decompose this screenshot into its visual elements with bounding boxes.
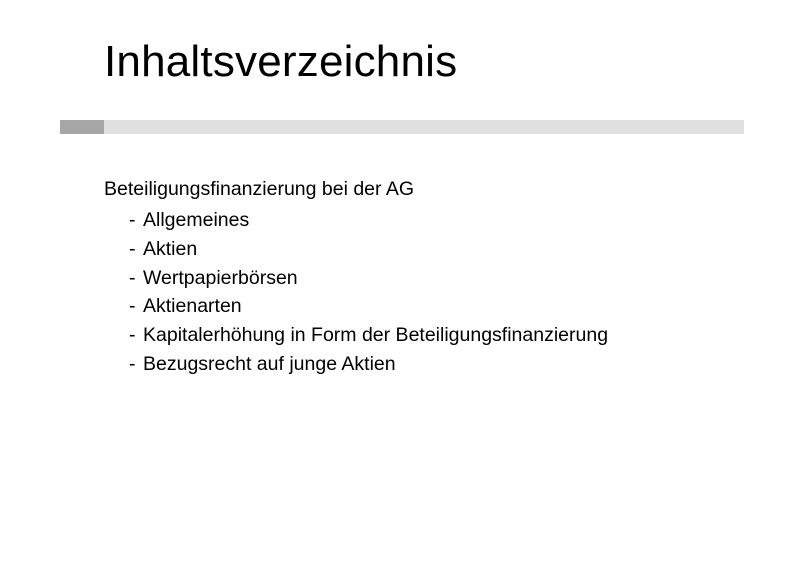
list-item <box>104 321 764 350</box>
bullet-text: Aktien <box>143 237 198 260</box>
bullet-list <box>104 206 764 378</box>
content-body <box>104 175 764 378</box>
title-divider-bar <box>104 120 744 134</box>
bullet-marker: - <box>129 237 136 260</box>
bullet-marker: - <box>129 266 136 289</box>
list-item <box>104 264 764 293</box>
content-lead-text: Beteiligungsfinanzierung bei der AG <box>104 178 415 200</box>
list-item <box>104 235 764 264</box>
list-item <box>104 350 764 379</box>
bullet-marker: - <box>129 295 136 318</box>
bullet-text: Aktienarten <box>143 295 242 318</box>
bullet-text: Kapitalerhöhung in Form der Beteiligungsfinanzierung <box>143 323 609 346</box>
page-title: Inhaltsverzeichnis <box>104 37 458 86</box>
bullet-marker: - <box>129 209 136 232</box>
bullet-marker: - <box>129 323 136 346</box>
bullet-text: Bezugsrecht auf junge Aktien <box>143 352 396 375</box>
bullet-marker: - <box>129 352 136 375</box>
bullet-text: Wertpapierbörsen <box>143 266 298 289</box>
title-accent-block <box>60 120 104 134</box>
bullet-text: Allgemeines <box>143 209 250 232</box>
list-item <box>104 206 764 235</box>
list-item <box>104 292 764 321</box>
